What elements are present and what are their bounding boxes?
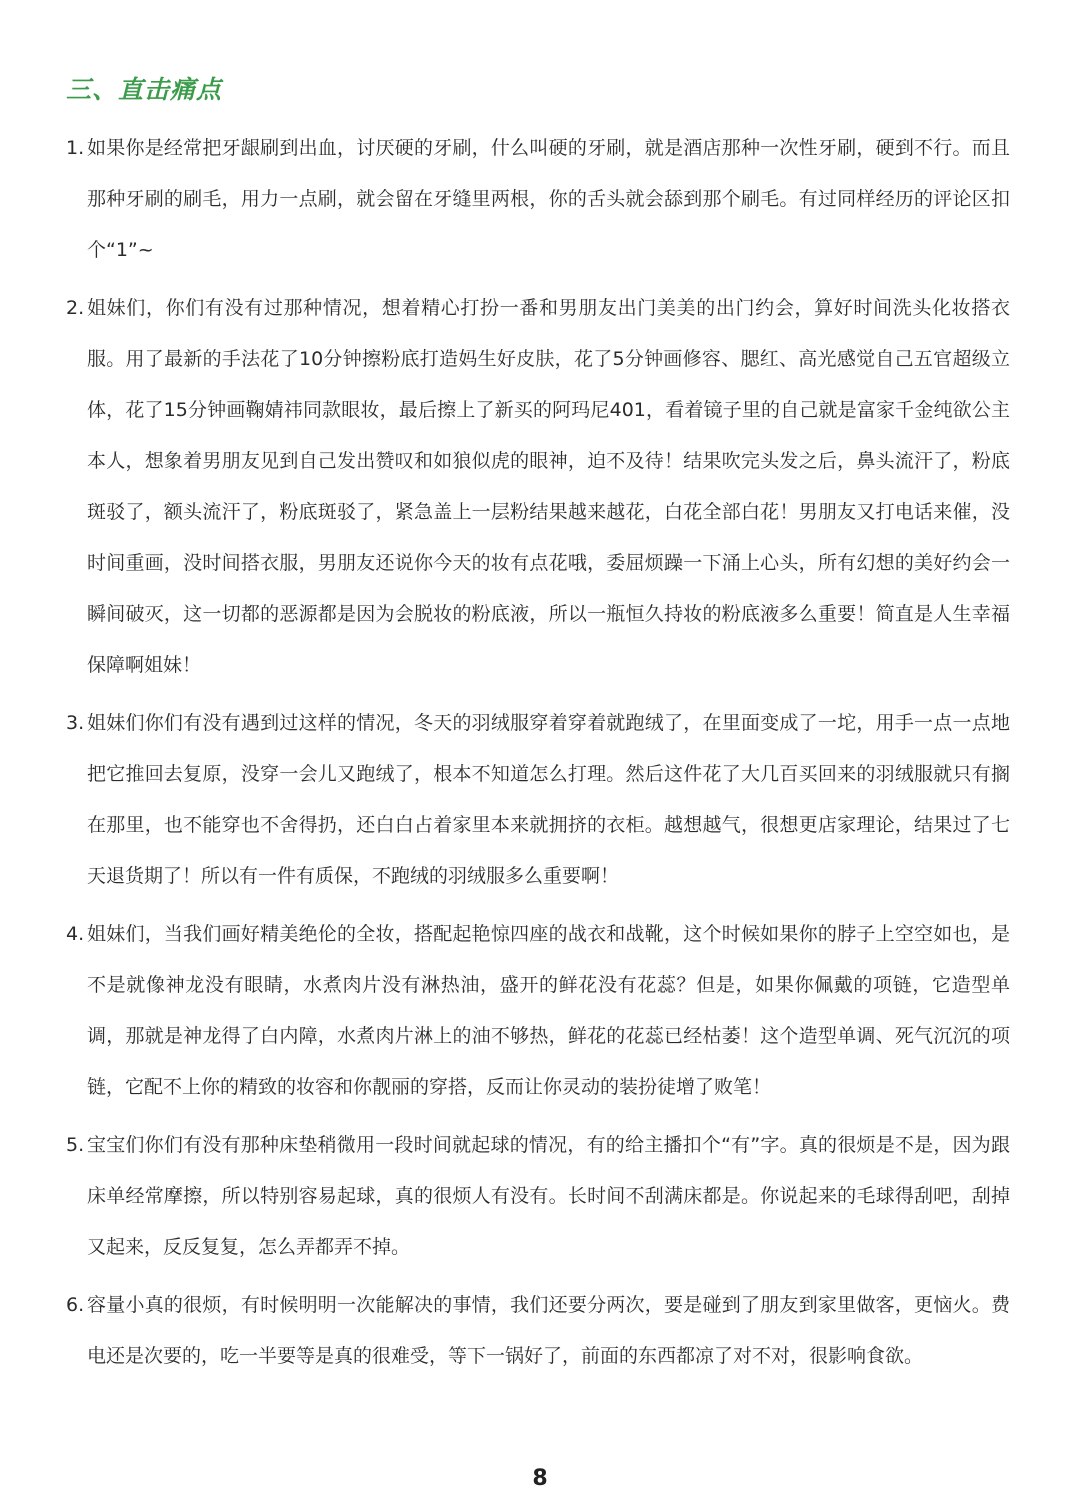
list-item [66, 698, 1010, 902]
list-item-number: 4. [66, 923, 85, 945]
list-item-text: 宝宝们你们有没有那种床垫稍微用一段时间就起球的情况，有的给主播扣个“有”字。真的很烦是不是，因为跟床单经常摩擦，所以特别容易起球，真的很烦人有没有。长时间不刮满床都是。你说起来的毛球得刮吧，刮掉又起来，反反复复，怎么弄都弄不掉。 [87, 1134, 1010, 1258]
page-number: 8 [532, 1466, 548, 1491]
pain-point-list [66, 123, 1010, 1389]
list-item-number: 3. [66, 712, 85, 734]
list-item-number: 6. [66, 1294, 85, 1316]
list-item [66, 123, 1010, 276]
list-item-number: 2. [66, 297, 85, 319]
list-item [66, 1280, 1010, 1382]
list-item-text: 如果你是经常把牙龈刷到出血，讨厌硬的牙刷，什么叫硬的牙刷，就是酒店那种一次性牙刷，硬到不行。而且那种牙刷的刷毛，用力一点刷，就会留在牙缝里两根，你的舌头就会舔到那个刷毛。有过同样经历的评论区扣个“1”~ [87, 137, 1010, 261]
list-item-text: 姐妹们，当我们画好精美绝伦的全妆，搭配起艳惊四座的战衣和战靴，这个时候如果你的脖子上空空如也，是不是就像神龙没有眼睛，水煮肉片没有淋热油，盛开的鲜花没有花蕊？但是，如果你佩戴的项链，它造型单调，那就是神龙得了白内障，水煮肉片淋上的油不够热，鲜花的花蕊已经枯萎！这个造型单调、死气沉沉的项链，它配不上你的精致的妆容和你靓丽的穿搭，反而让你灵动的装扮徒增了败笔！ [87, 923, 1010, 1098]
list-item-number: 5. [66, 1134, 85, 1156]
list-item-text: 姐妹们你们有没有遇到过这样的情况，冬天的羽绒服穿着穿着就跑绒了，在里面变成了一坨，用手一点一点地把它推回去复原，没穿一会儿又跑绒了，根本不知道怎么打理。然后这件花了大几百买回来的羽绒服就只有搁在那里，也不能穿也不舍得扔，还白白占着家里本来就拥挤的衣柜。越想越气，很想更店家理论，结果过了七天退货期了！所以有一件有质保，不跑绒的羽绒服多么重要啊！ [87, 712, 1010, 887]
list-item-text: 姐妹们，你们有没有过那种情况，想着精心打扮一番和男朋友出门美美的出门约会，算好时间洗头化妆搭衣服。用了最新的手法花了10分钟擦粉底打造妈生好皮肤，花了5分钟画修容、腮红、高光感觉自己五官超级立体，花了15分钟画鞠婧祎同款眼妆，最后擦上了新买的阿玛尼401，看着镜子里的自己就是富家千金纯欲公主本人，想象着男朋友见到自己发出赞叹和如狼似虎的眼神，迫不及待！结果吹完头发之后，鼻头流汗了，粉底斑驳了，额头流汗了，粉底斑驳了，紧急盖上一层粉结果越来越花，白花全部白花！男朋友又打电话来催，没时间重画，没时间搭衣服，男朋友还说你今天的妆有点花哦，委屈烦躁一下涌上心头，所有幻想的美好约会一瞬间破灭，这一切都的恶源都是因为会脱妆的粉底液，所以一瓶恒久持妆的粉底液多么重要！简直是人生幸福保障啊姐妹！ [87, 297, 1010, 676]
list-item [66, 1120, 1010, 1273]
list-item [66, 283, 1010, 691]
list-item-text: 容量小真的很烦，有时候明明一次能解决的事情，我们还要分两次，要是碰到了朋友到家里做客，更恼火。费电还是次要的，吃一半要等是真的很难受，等下一锅好了，前面的东西都凉了对不对，很影响食欲。 [87, 1294, 1010, 1367]
list-item-number: 1. [66, 137, 85, 159]
section-title: 三、直击痛点 [66, 75, 223, 104]
list-item [66, 909, 1010, 1113]
